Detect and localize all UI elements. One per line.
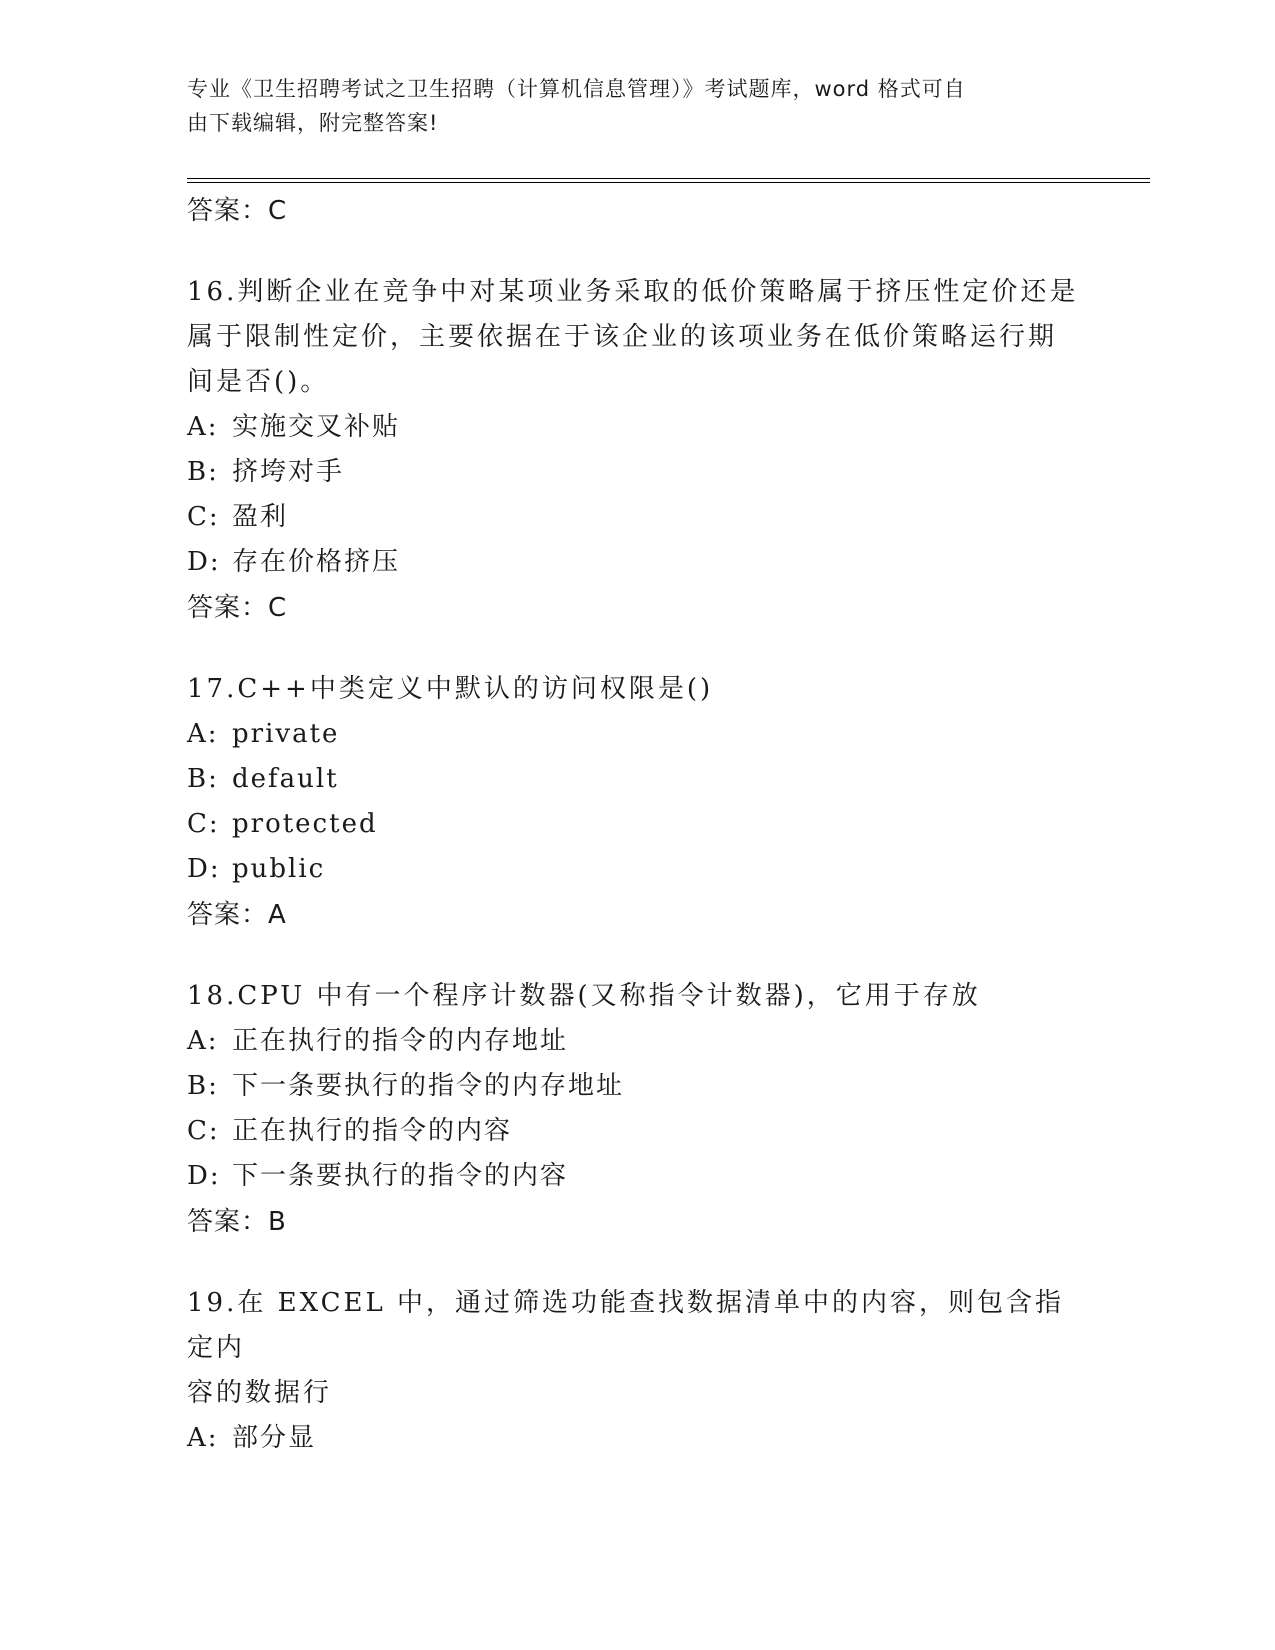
option-text: 实施交叉补贴 (232, 412, 401, 442)
question-19 (187, 1281, 1087, 1461)
option-letter: D: (187, 854, 221, 884)
header-rule-bottom (187, 182, 1150, 183)
answer-line: 答案：B (187, 1207, 287, 1237)
option-text: protected (232, 809, 378, 839)
option-letter: B: (187, 764, 219, 794)
answer-line: 答案：C (187, 593, 288, 623)
option-text: 盈利 (232, 502, 289, 532)
question-text-line: 容的数据行 (187, 1378, 333, 1408)
header-rule-top (187, 178, 1150, 179)
header-line-1: 专业《卫生招聘考试之卫生招聘（计算机信息管理）》考试题库，word 格式可自 (187, 77, 966, 101)
question-18 (187, 974, 1087, 1245)
option-text: public (232, 854, 326, 884)
header-line-2: 由下载编辑，附完整答案! (187, 111, 439, 135)
option-letter: C: (187, 809, 220, 839)
question-text-line: 间是否()。 (187, 367, 330, 397)
answer-line: 答案：A (187, 900, 287, 930)
option-b (187, 450, 1087, 495)
option-text: 下一条要执行的指令的内容 (232, 1161, 569, 1191)
option-text: 挤垮对手 (232, 457, 345, 487)
question-text (187, 1281, 1087, 1416)
option-text: 存在价格挤压 (232, 547, 401, 577)
question-17 (187, 667, 1087, 938)
option-a (187, 1019, 1087, 1064)
option-a (187, 1416, 1087, 1461)
option-text: 正在执行的指令的内容 (232, 1116, 513, 1146)
option-text: 下一条要执行的指令的内存地址 (232, 1071, 625, 1101)
option-text: private (232, 719, 340, 749)
option-letter: A: (187, 719, 219, 749)
option-letter: D: (187, 547, 221, 577)
question-16 (187, 270, 1087, 631)
question-text (187, 974, 1087, 1019)
option-letter: C: (187, 502, 220, 532)
option-d (187, 540, 1087, 585)
option-letter: A: (187, 412, 219, 442)
option-b (187, 1064, 1087, 1109)
question-text (187, 667, 1087, 712)
option-c (187, 802, 1087, 847)
option-b (187, 757, 1087, 802)
document-header (187, 72, 1087, 140)
option-d (187, 1154, 1087, 1199)
option-text: default (232, 764, 339, 794)
option-letter: C: (187, 1116, 220, 1146)
document-body (187, 188, 1087, 1461)
question-text-line: 16.判断企业在竞争中对某项业务采取的低价策略属于挤压性定价还是 (187, 277, 1079, 307)
question-text (187, 270, 1087, 405)
option-letter: A: (187, 1423, 219, 1453)
option-letter: B: (187, 457, 219, 487)
option-c (187, 1109, 1087, 1154)
option-d (187, 847, 1087, 892)
answer-line: 答案：C (187, 196, 288, 226)
question-text-line: 19.在 EXCEL 中，通过筛选功能查找数据清单中的内容，则包含指定内 (187, 1288, 1065, 1363)
option-a (187, 712, 1087, 757)
option-letter: B: (187, 1071, 219, 1101)
option-text: 部分显 (232, 1423, 317, 1453)
question-text-line: 18.CPU 中有一个程序计数器(又称指令计数器)，它用于存放 (187, 981, 981, 1011)
question-text-line: 属于限制性定价，主要依据在于该企业的该项业务在低价策略运行期 (187, 322, 1058, 352)
question-text-line: 17.C++中类定义中默认的访问权限是() (187, 674, 714, 704)
option-letter: D: (187, 1161, 221, 1191)
option-a (187, 405, 1087, 450)
option-text: 正在执行的指令的内存地址 (232, 1026, 569, 1056)
option-c (187, 495, 1087, 540)
option-letter: A: (187, 1026, 219, 1056)
